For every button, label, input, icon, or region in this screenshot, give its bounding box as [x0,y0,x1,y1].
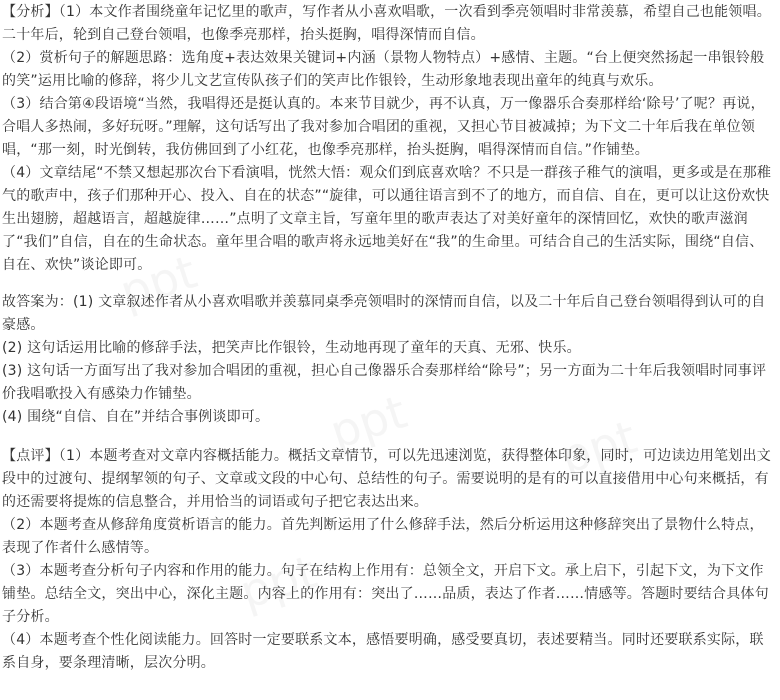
answer-paragraph-1: 故答案为：(1) 文章叙述作者从小喜欢唱歌并羡慕同桌季亮领唱时的深情而自信，以及二十年后自己登台领唱得到认可的自豪感。 [2,294,766,333]
watermark: ppt [233,544,323,620]
analysis-paragraph-3: （3）结合第④段语境“当然，我唱得还是挺认真的。本来节目就少，再不认真，万一像器乐合奏那样给‘除号’了呢？再说，合唱人多热闹，多好玩呀。”理解，这句话写出了我对参加合唱团的重视，又担心节目被减掉；为下文二十年后我在单位领唱，“那一刻，时光倒转，我仿佛回到了小红花，也像季亮那样，抬头挺胸，唱得深情而自信。”作铺垫。 [2,96,765,158]
comment-paragraph-1: 【点评】（1）本题考查对文章内容概括能力。概括文章情节，可以先迅速浏览，获得整体印象，同时，可边读边用笔划出文段中的过渡句、提纲挈领的句子、文章或文段的中心句、总结性的句子。需要说明的是有的可以直接借用中心句来概括，有的还需要将提炼的信息整合，并用恰当的词语或句子把它表达出来。 [2,448,771,510]
answer-section [2,291,776,429]
comment-paragraph-3: （3）本题考查分析句子内容和作用的能力。句子在结构上作用有：总领全文，开启下文。承上启下，引起下文，为下文作铺垫。总结全文，突出中心，深化主题。内容上的作用有：突出了……品质，表达了作者……情感等。答题时要结合具体句子分析。 [2,563,769,625]
answer-paragraph-4: (4) 围绕“自信、自在”并结合事例谈即可。 [2,409,270,425]
comment-section [2,445,776,675]
watermark: ppt [113,244,203,320]
analysis-section [2,1,776,277]
document-body [2,1,776,675]
analysis-paragraph-4: （4）文章结尾“不禁又想起那次台下看演唱，恍然大悟：观众们到底喜欢啥？不只是一群孩子稚气的演唱，更多或是在那稚气的歌声中，孩子们那种开心、投入、自在的状态”“旋律，可以通往语言到不了的地方，而自信、自在，更可以让这份欢快生出翅膀，超越语言，超越旋律……”点明了文章主旨，写童年里的歌声表达了对美好童年的深情回忆，欢快的歌声滋润了“我们”自信，自在的生命状态。童年里合唱的歌声将永远地美好在“我”的生命里。可结合自己的生活实际，围绕“自信、自在、欢快”谈论即可。 [2,165,772,273]
watermark: ppt [553,409,643,485]
comment-paragraph-2: （2）本题考查从修辞角度赏析语言的能力。首先判断运用了什么修辞手法，然后分析运用这种修辞突出了景物什么特点，表现了作者什么感情等。 [2,517,764,556]
analysis-paragraph-2: （2）赏析句子的解题思路：选角度+表达效果关键词+内涵（景物人物特点）+感情、主题。“台上便突然扬起一串银铃般的笑”运用比喻的修辞，将少儿文艺宣传队孩子们的笑声比作银铃，生动形象地表现出童年的纯真与欢乐。 [2,50,765,89]
watermark: ppt [323,384,413,460]
comment-paragraph-4: （4）本题考查个性化阅读能力。回答时一定要联系文本，感悟要明确，感受要真切，表述要精当。同时还要联系实际，联系自身，要条理清晰，层次分明。 [2,632,764,671]
analysis-paragraph-1: 【分析】（1）本文作者围绕童年记忆里的歌声，写作者从小喜欢唱歌，一次看到季亮领唱时非常羡慕，希望自己也能领唱。二十年后，轮到自己登台领唱，也像季亮那样，抬头挺胸，唱得深情而自信。 [2,4,771,43]
answer-paragraph-3: (3) 这句话一方面写出了我对参加合唱团的重视，担心自己像器乐合奏那样给“除号”；另一方面为二十年后我领唱时同事评价我唱歌投入有感染力作铺垫。 [2,363,767,402]
answer-paragraph-2: (2) 这句话运用比喻的修辞手法，把笑声比作银铃，生动地再现了童年的天真、无邪、快乐。 [2,340,581,356]
